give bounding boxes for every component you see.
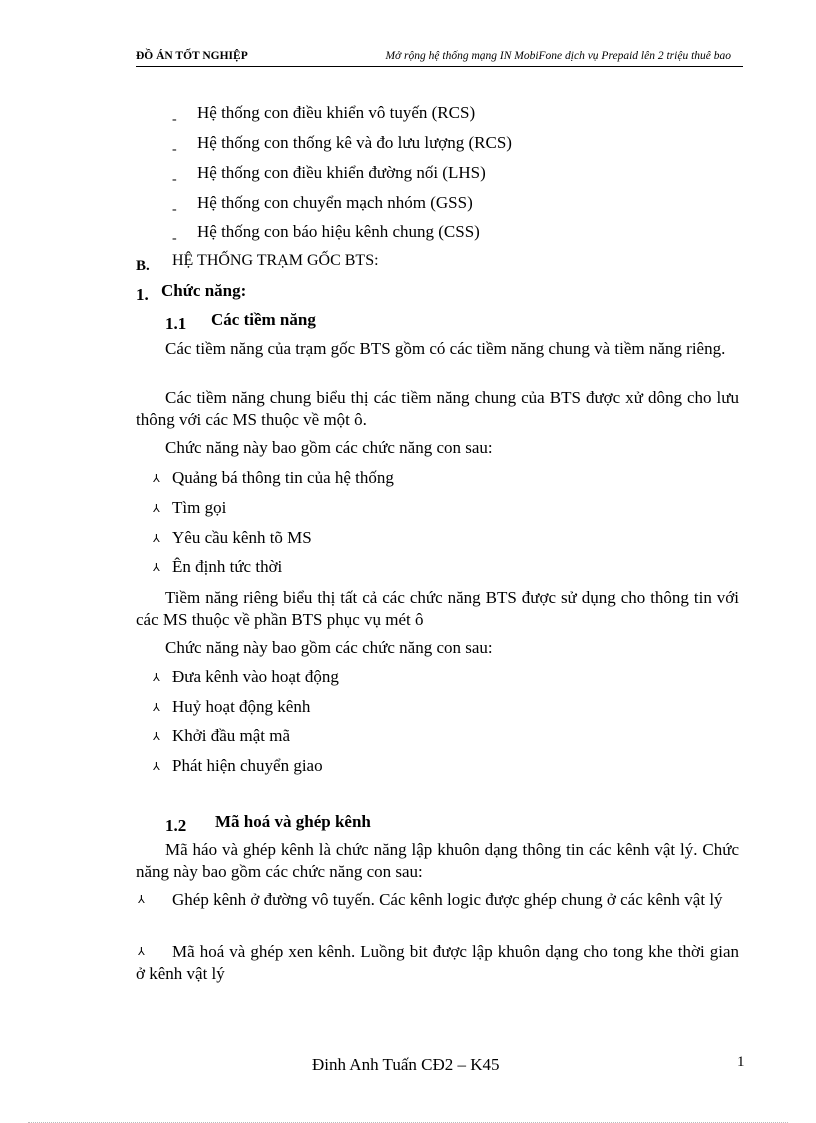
page-number: 1 [737,1054,745,1070]
paragraph: Mã háo và ghép kênh là chức năng lập khuôn dạng thông tin các kênh vật lý. Chức năng này bao gồm các chức năng con sau: [136,840,739,881]
subsection-number: 1.2 [165,816,187,835]
dash-bullet: - [172,112,177,127]
page-header [136,50,743,67]
list-item: Phát hiện chuyển giao [172,756,323,775]
section-number: 1. [136,285,149,304]
paragraph: Chức năng này bao gồm các chức năng con sau: [165,638,493,657]
list-item: Ghép kênh ở đường vô tuyến. Các kênh logic được ghép chung ở các kênh vật lý [172,890,723,909]
bullet-icon: ⅄ [153,562,160,574]
paragraph: Chức năng này bao gồm các chức năng con sau: [165,438,493,457]
bullet-icon: ⅄ [153,731,160,743]
list-item: Yêu cầu kênh tõ MS [172,528,312,547]
footer-author: Đinh Anh Tuấn CĐ2 – K45 [312,1055,500,1074]
list-item: Quảng bá thông tin của hệ thống [172,468,394,487]
list-item: Hệ thống con điều khiển vô tuyến (RCS) [197,103,476,122]
bullet-icon: ⅄ [138,894,145,906]
paragraph: Các tiềm năng chung biểu thị các tiềm năng chung của BTS được xử dông cho lưu thông với các MS thuộc về một ô. [136,388,739,429]
bullet-icon: ⅄ [153,702,160,714]
section-number: B. [136,258,150,274]
dash-bullet: - [172,142,177,157]
list-item: Khởi đầu mật mã [172,726,291,745]
paragraph: Các tiềm năng của trạm gốc BTS gồm có các tiềm năng chung và tiềm năng riêng. [165,339,726,358]
section-title: Chức năng: [161,281,247,300]
subsection-number: 1.1 [165,314,187,333]
list-item: Mã hoá và ghép xen kênh. Luồng bit được lập khuôn dạng cho tong khe thời gian ở kênh vật lý [136,942,739,983]
list-item: Tìm gọi [172,498,227,517]
header-right-title: Mở rộng hệ thống mạng IN MobiFone dịch vụ Prepaid lên 2 triệu thuê bao [385,50,731,62]
subsection-title: Mã hoá và ghép kênh [215,812,371,831]
bullet-icon: ⅄ [153,503,160,515]
list-item: Hệ thống con thống kê và đo lưu lượng (RCS) [197,133,512,152]
dash-bullet: - [172,202,177,217]
subsection-title: Các tiềm năng [211,310,316,329]
list-item: Đưa kênh vào hoạt động [172,667,339,686]
list-item: Hệ thống con chuyển mạch nhóm (GSS) [197,193,473,212]
bullet-icon: ⅄ [153,473,160,485]
list-item: Hệ thống con báo hiệu kênh chung (CSS) [197,222,480,241]
header-left-title: ĐỒ ÁN TỐT NGHIỆP [136,50,248,62]
dash-bullet: - [172,231,177,246]
list-item: Ên định tức thời [172,557,283,576]
dash-bullet: - [172,172,177,187]
section-title: HỆ THỐNG TRẠM GỐC BTS: [172,252,379,269]
bullet-icon: ⅄ [153,672,160,684]
list-item: Hệ thống con điều khiển đường nối (LHS) [197,163,486,182]
bullet-icon: ⅄ [153,533,160,545]
list-item: Huỷ hoạt động kênh [172,697,311,716]
paragraph: Tiềm năng riêng biểu thị tất cả các chức năng BTS được sử dụng cho thông tin với các MS thuộc về phần BTS phục vụ mét ô [136,588,739,629]
bullet-icon: ⅄ [138,946,145,958]
bullet-icon: ⅄ [153,761,160,773]
